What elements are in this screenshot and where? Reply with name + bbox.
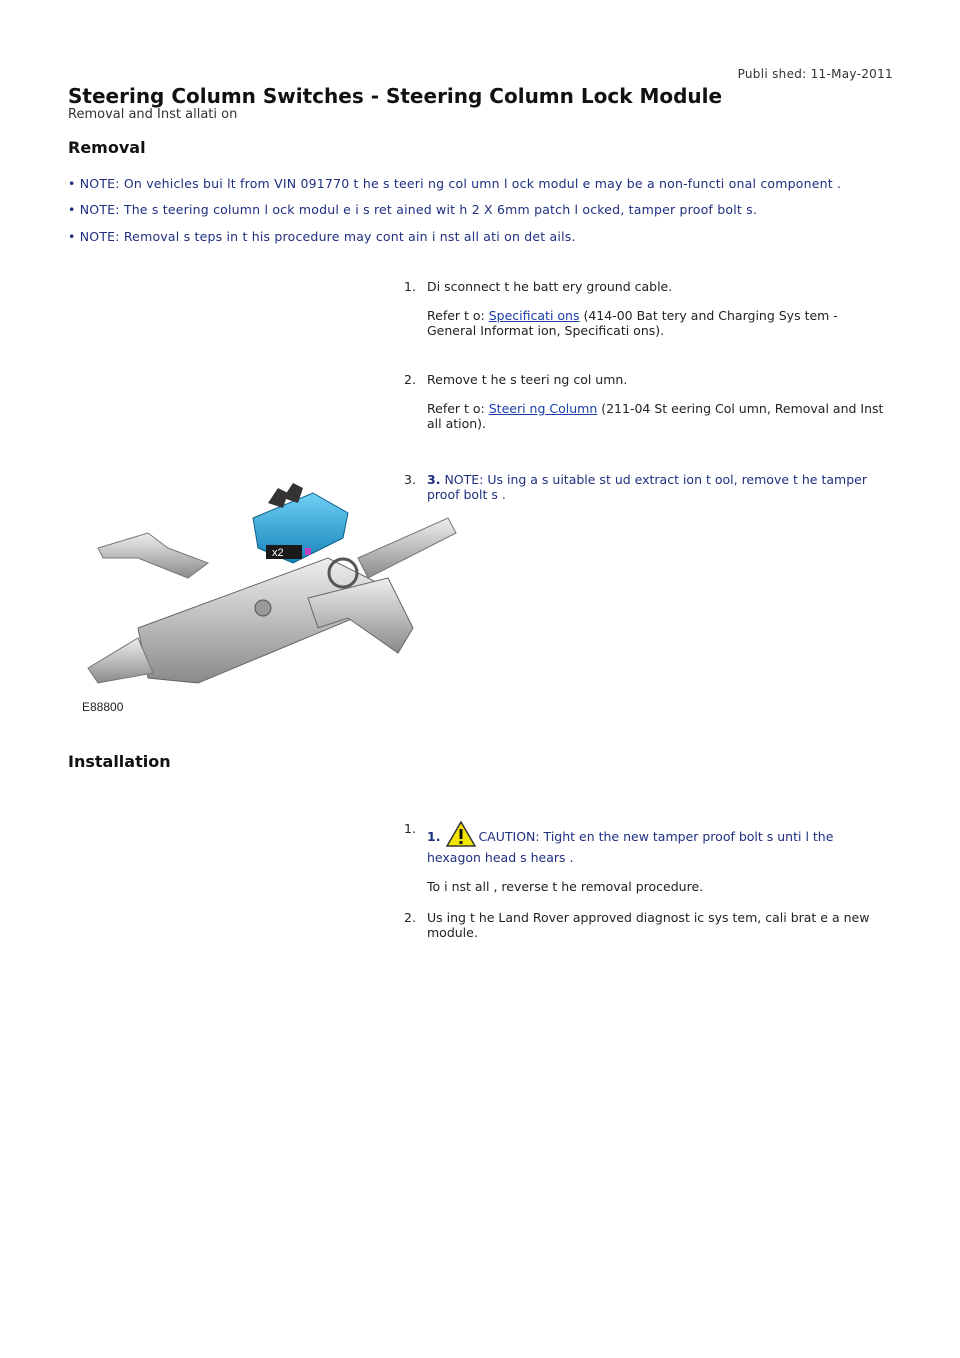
step-reference xyxy=(427,308,884,338)
note-bolts: • NOTE: The s teering column l ock modul e i s ret ained wit h 2 X 6mm patch l ocked, tamper proof bolt s. xyxy=(68,202,758,217)
step-text: Remove t he s teeri ng col umn. xyxy=(427,372,628,387)
step-number: 1. xyxy=(404,821,416,836)
bolt-count-tag: x2 xyxy=(272,547,284,559)
step-number: 3. xyxy=(404,472,416,487)
figure-label: E88800 xyxy=(82,700,124,714)
published-date: Publi shed: 11-May-2011 xyxy=(737,67,893,81)
page-title: Steering Column Switches - Steering Column Lock Module xyxy=(68,84,723,108)
ref-suffix: (414-00 Bat tery and Charging Sys tem - General Informat ion, Specificati ons). xyxy=(427,308,838,338)
step-bold-number: 3. xyxy=(427,472,441,487)
step-note: NOTE: Us ing a s uitable st ud extract ion t ool, remove t he tamper proof bolt s . xyxy=(427,472,867,502)
removal-step-2 xyxy=(404,372,884,445)
installation-heading: Installation xyxy=(68,752,171,771)
steering-column-illustration xyxy=(78,478,458,718)
page-subtitle: Removal and Inst allati on xyxy=(68,107,238,122)
step-number: 2. xyxy=(404,372,416,387)
warning-icon xyxy=(446,821,476,850)
removal-heading: Removal xyxy=(68,138,146,157)
caution-text: CAUTION: Tight en the new tamper proof bolt s unti l the hexagon head s hears . xyxy=(427,829,834,865)
step-text: Di sconnect t he batt ery ground cable. xyxy=(427,279,673,294)
steering-column-link[interactable]: Steeri ng Column xyxy=(488,401,598,416)
step-bold-number: 1. xyxy=(427,829,441,844)
step-caution xyxy=(427,821,884,865)
step-text: To i nst all , reverse t he removal procedure. xyxy=(427,879,704,894)
installation-step-1 xyxy=(404,821,884,908)
step-reference xyxy=(427,401,884,431)
step-number: 1. xyxy=(404,279,416,294)
step-text xyxy=(427,472,884,502)
removal-step-1 xyxy=(404,279,884,352)
specifications-link[interactable]: Specificati ons xyxy=(488,308,580,323)
removal-step-3 xyxy=(404,472,884,516)
note-removal-steps: • NOTE: Removal s teps in t his procedure may cont ain i nst all ati on det ails. xyxy=(68,229,576,244)
ref-prefix: Refer t o: xyxy=(427,308,489,323)
ref-suffix: (211-04 St eering Col umn, Removal and Inst all ation). xyxy=(427,401,884,431)
step-number: 2. xyxy=(404,910,416,925)
step-text: Us ing t he Land Rover approved diagnost ic sys tem, cali brat e a new module. xyxy=(427,910,870,940)
ref-prefix: Refer t o: xyxy=(427,401,489,416)
installation-step-2 xyxy=(404,910,884,954)
note-vin: • NOTE: On vehicles bui lt from VIN 091770 t he s teeri ng col umn l ock modul e may be a non-functi onal component . xyxy=(68,176,842,191)
